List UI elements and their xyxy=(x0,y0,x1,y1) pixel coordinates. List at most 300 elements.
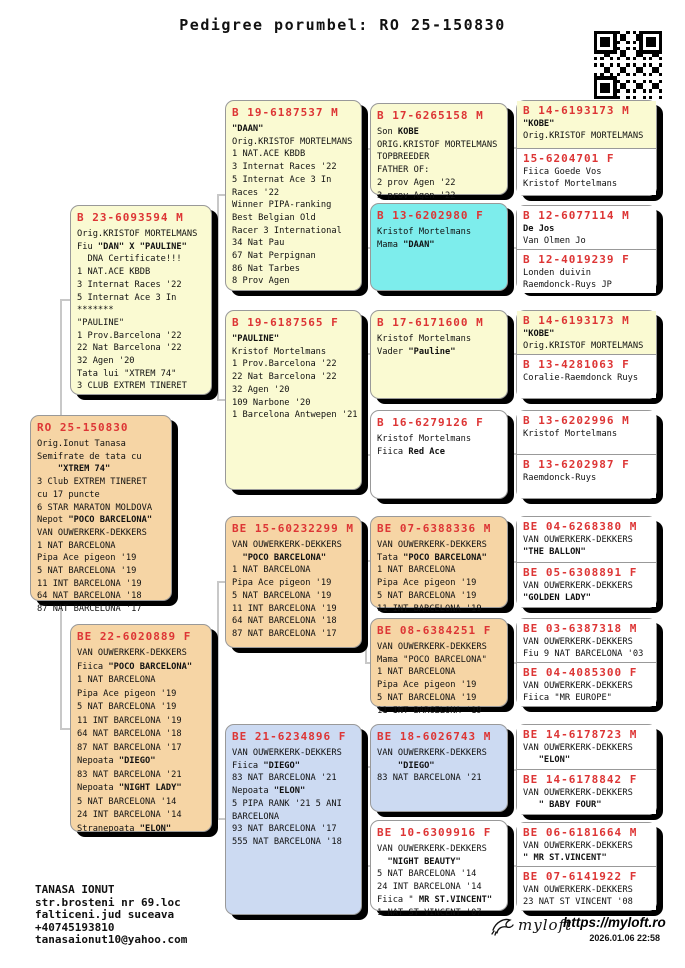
text-line xyxy=(523,580,653,592)
plain-text: 11 INT BARCELONA '19 xyxy=(232,603,337,614)
plain-text: 83 NAT BARCELONA '21 xyxy=(232,773,337,784)
pigeon-details xyxy=(232,333,358,422)
text-line xyxy=(377,641,504,654)
pigeon-box-grandfather-maternal xyxy=(225,516,362,648)
pigeon-pair-5 xyxy=(516,516,657,608)
pigeon-pair-7 xyxy=(516,724,657,815)
plain-text: Tata lui "XTREM 74" xyxy=(77,368,177,379)
plain-text: Kristof Mortelmans xyxy=(377,227,472,237)
text-line xyxy=(523,328,653,340)
text-line xyxy=(37,527,168,540)
plain-text: 5 NAT BARCELONA '19 xyxy=(232,590,332,601)
text-line xyxy=(77,342,208,355)
text-line xyxy=(377,333,504,346)
pigeon-box-p2b xyxy=(517,249,656,293)
pigeon-details xyxy=(77,228,208,393)
plain-text xyxy=(37,464,58,474)
text-line xyxy=(523,884,653,896)
pigeon-box-p8b xyxy=(517,866,656,910)
pigeon-details xyxy=(523,472,653,484)
plain-text: Fiica xyxy=(232,760,264,771)
pigeon-box-ggm-mfm xyxy=(370,618,508,716)
text-line xyxy=(523,534,653,546)
bold-text: "ELON" xyxy=(538,755,571,765)
plain-text: Londen duivin xyxy=(523,268,591,278)
text-line xyxy=(77,647,208,661)
plain-text: Orig.KRISTOF MORTELMANS xyxy=(232,136,353,147)
pigeon-box-p6b xyxy=(517,662,656,706)
plain-text: "PAULINE" xyxy=(77,317,125,328)
text-line xyxy=(37,489,168,502)
bold-text: "NIGHT BEAUTY" xyxy=(387,856,461,867)
bold-text: "DIEGO" xyxy=(118,756,156,766)
plain-text: 1 NAT BARCELONA xyxy=(77,675,156,685)
text-line xyxy=(232,772,358,785)
text-line xyxy=(37,603,168,616)
bold-text: De Jos xyxy=(523,224,555,234)
plain-text: 64 NAT BARCELONA '18 xyxy=(232,616,337,627)
text-line xyxy=(232,136,358,149)
pigeon-details xyxy=(523,580,653,604)
bold-text: "DAAN" xyxy=(403,239,435,250)
plain-text: 1 Barcelona Antwepen '21 xyxy=(232,410,358,421)
text-line xyxy=(77,755,208,769)
ring-number: B 17-6265158 M xyxy=(377,109,484,122)
text-line xyxy=(377,843,504,856)
plain-text: Races '22 xyxy=(232,187,280,198)
text-line xyxy=(523,267,653,279)
text-line xyxy=(37,590,168,603)
plain-text: FATHER OF: xyxy=(377,165,430,176)
plain-text: Pipa Ace pigeon '19 xyxy=(77,688,177,699)
pigeon-box-p5b xyxy=(517,562,656,608)
plain-text: 2 prov Agen '22 xyxy=(377,177,456,188)
plain-text: 22 Nat Barcelona '22 xyxy=(232,372,337,383)
plain-text: 23 NAT ST VINCENT '08 xyxy=(523,897,633,907)
plain-text: Pipa Ace pigeon '19 xyxy=(377,578,477,589)
text-line xyxy=(232,747,358,760)
text-line xyxy=(523,896,653,908)
plain-text: 3 Internat Races '22 xyxy=(77,279,182,290)
text-line xyxy=(77,253,208,266)
plain-text: 93 NAT BARCELONA '17 xyxy=(232,824,337,835)
text-line xyxy=(37,514,168,527)
plain-text: 3 Club EXTREM TINERET xyxy=(37,477,147,488)
ring-number: 15-6204701 F xyxy=(523,151,615,165)
plain-text: 3 prov Agen '22 xyxy=(377,190,456,201)
pigeon-box-ggf-mff xyxy=(370,516,508,614)
pigeon-box-p2a xyxy=(517,206,656,249)
pigeon-details xyxy=(523,328,653,352)
plain-text: Fiu xyxy=(77,241,98,252)
text-line xyxy=(232,615,358,628)
ring-number: B 23-6093594 M xyxy=(77,211,184,224)
text-line xyxy=(77,715,208,729)
plain-text: 3 CLUB EXTREM TINERET xyxy=(77,381,187,392)
plain-text: 3 Internat Races '22 xyxy=(232,162,337,173)
plain-text: Kristof Mortelmans xyxy=(523,178,618,189)
text-line xyxy=(523,692,653,704)
ring-number: BE 10-6309916 F xyxy=(377,826,492,839)
text-line xyxy=(232,148,358,161)
text-line xyxy=(232,785,358,798)
text-line xyxy=(77,292,208,305)
plain-text xyxy=(523,800,539,810)
pigeon-box-grandmother-paternal xyxy=(225,310,362,490)
text-line xyxy=(523,340,653,352)
plain-text: Pipa Ace pigeon '19 xyxy=(377,680,477,691)
plain-text: Fiica xyxy=(377,446,409,457)
text-line xyxy=(77,317,208,330)
plain-text: 22 Nat Barcelona '22 xyxy=(77,343,182,354)
text-line xyxy=(232,628,358,641)
plain-text: 1 NAT BARCELONA xyxy=(37,540,116,551)
pigeon-box-subject xyxy=(30,415,172,615)
plain-text: 1 NAT.ACE KBDB xyxy=(77,267,151,278)
text-line xyxy=(37,438,168,451)
text-line xyxy=(232,798,358,811)
pigeon-box-ggf-fff xyxy=(370,103,508,201)
plain-text: 87 NAT BARCELONA '17 xyxy=(37,604,142,615)
plain-text: ******* xyxy=(77,305,114,316)
text-line xyxy=(77,796,208,810)
bold-text: "POCO BARCELONA" xyxy=(403,552,487,563)
text-line xyxy=(377,747,504,760)
text-line xyxy=(77,782,208,796)
plain-text: 8 Prov Agen xyxy=(232,276,290,287)
plain-text: cu 17 puncte xyxy=(37,489,100,500)
bold-text: "KOBE" xyxy=(523,329,555,339)
connector-line xyxy=(60,599,62,729)
myloft-url: https://myloft.ro xyxy=(563,915,666,930)
text-line xyxy=(232,603,358,616)
text-line xyxy=(77,279,208,292)
pigeon-details xyxy=(523,787,653,811)
bold-text: "DIEGO" xyxy=(397,760,435,771)
bold-text: "KOBE" xyxy=(523,119,555,129)
plain-text: 32 Agen '20 xyxy=(232,384,290,395)
plain-text: Fiu 9 NAT BARCELONA '03 xyxy=(523,649,644,659)
text-line xyxy=(377,881,504,894)
plain-text: 34 Nat Pau xyxy=(232,238,285,249)
ring-number: B 12-6077114 M xyxy=(523,209,630,222)
ring-number: B 16-6279126 F xyxy=(377,416,484,429)
text-line xyxy=(232,250,358,263)
plain-text: str.brosteni nr 69.loc xyxy=(35,895,181,909)
connector-line xyxy=(217,195,219,401)
text-line xyxy=(377,346,504,359)
text-line xyxy=(77,742,208,756)
pigeon-pair-3 xyxy=(516,310,657,399)
pigeon-details xyxy=(523,267,653,291)
plain-text: 83 NAT BARCELONA '21 xyxy=(377,773,482,784)
plain-text: 64 NAT BARCELONA '18 xyxy=(77,729,182,739)
plain-text: VAN OUWERKERK-DEKKERS xyxy=(523,743,633,753)
ring-number: B 13-4281063 F xyxy=(523,358,630,371)
ring-number: B 13-6202996 M xyxy=(523,414,630,427)
pigeon-box-ggm-fmm xyxy=(370,410,508,499)
pigeon-details xyxy=(523,118,653,142)
connector-line xyxy=(365,561,367,664)
text-line xyxy=(523,472,653,484)
plain-text: 83 NAT BARCELONA '21 xyxy=(77,769,182,780)
ring-number: B 19-6187565 F xyxy=(232,316,339,329)
text-line xyxy=(77,809,208,823)
ring-number: BE 22-6020889 F xyxy=(77,630,192,643)
page-title: Pedigree porumbel: RO 25-150830 xyxy=(179,16,506,34)
text-line xyxy=(377,856,504,869)
plain-text: Fiica " xyxy=(377,894,419,905)
pigeon-details xyxy=(523,636,653,660)
plain-text: Pipa Ace pigeon '19 xyxy=(232,578,332,589)
text-line xyxy=(232,225,358,238)
plain-text: Son xyxy=(377,127,398,137)
text-line xyxy=(77,355,208,368)
text-line xyxy=(232,346,358,359)
pigeon-box-p4a xyxy=(517,411,656,454)
connector-line xyxy=(365,354,367,456)
pigeon-box-ggf-mmf xyxy=(370,724,508,812)
plain-text: 1 NAT ST VINCENT '07 xyxy=(377,907,482,918)
text-line xyxy=(377,446,504,459)
plain-text: VAN OUWERKERK-DEKKERS xyxy=(377,748,487,758)
pigeon-details xyxy=(377,433,504,458)
plain-text: Racer 3 International xyxy=(232,225,342,236)
pigeon-pair-8 xyxy=(516,822,657,911)
text-line xyxy=(232,187,358,200)
ring-number: B 13-6202987 F xyxy=(523,458,630,471)
plain-text: DNA Certificate!!! xyxy=(77,254,182,265)
plain-text: 1 NAT.ACE KBDB xyxy=(232,149,306,160)
text-line xyxy=(232,384,358,397)
pigeon-details xyxy=(523,428,653,440)
plain-text: Semifrate de tata cu xyxy=(37,451,142,462)
text-line xyxy=(377,164,504,177)
text-line xyxy=(377,705,504,718)
text-line xyxy=(37,565,168,578)
plain-text: Fiica xyxy=(77,661,109,672)
pigeon-box-p3a xyxy=(517,311,656,354)
bold-text: " BABY FOUR" xyxy=(538,800,602,810)
text-line xyxy=(77,674,208,688)
text-line xyxy=(377,239,504,252)
text-line xyxy=(377,564,504,577)
pigeon-box-p7b xyxy=(517,769,656,814)
text-line xyxy=(232,564,358,577)
owner-contact-block xyxy=(35,884,187,947)
text-line xyxy=(232,199,358,212)
text-line xyxy=(77,241,208,254)
bold-text: "Pauline" xyxy=(408,346,456,357)
plain-text: VAN OUWERKERK-DEKKERS xyxy=(523,681,633,691)
text-line xyxy=(377,433,504,446)
qr-code xyxy=(594,31,662,99)
pigeon-details xyxy=(77,647,208,836)
ring-number: B 12-4019239 F xyxy=(523,253,630,266)
pigeon-box-p4b xyxy=(517,454,656,498)
pigeon-box-grandmother-maternal xyxy=(225,724,362,915)
bold-text: "POCO BARCELONA" xyxy=(108,661,193,672)
text-line xyxy=(232,237,358,250)
text-line xyxy=(523,118,653,130)
bold-text: Red Ace xyxy=(408,446,446,457)
text-line xyxy=(37,463,168,476)
text-line xyxy=(77,769,208,783)
text-line xyxy=(377,679,504,692)
plain-text xyxy=(232,553,242,563)
plain-text: 5 NAT BARCELONA '14 xyxy=(377,869,477,880)
plain-text: TANASA IONUT xyxy=(35,883,115,896)
text-line xyxy=(37,540,168,553)
text-line xyxy=(232,358,358,371)
text-line xyxy=(232,397,358,410)
text-line xyxy=(77,823,208,837)
plain-text: Vader xyxy=(377,346,409,357)
text-line xyxy=(377,190,504,203)
text-line xyxy=(523,787,653,799)
plain-text: 555 NAT BARCELONA '18 xyxy=(232,836,342,847)
text-line xyxy=(523,546,653,558)
plain-text xyxy=(377,761,398,771)
text-line xyxy=(77,368,208,381)
text-line xyxy=(377,126,504,139)
connector-line xyxy=(365,767,367,867)
plain-text: VAN OUWERKERK-DEKKERS xyxy=(523,788,633,798)
pigeon-pair-4 xyxy=(516,410,657,499)
text-line xyxy=(77,266,208,279)
plain-text: Mama xyxy=(377,239,404,250)
pigeon-box-p7a xyxy=(517,725,656,769)
ring-number: BE 15-60232299 M xyxy=(232,522,354,535)
pigeon-details xyxy=(523,884,653,908)
plain-text: VAN OUWERKERK-DEKKERS xyxy=(232,748,342,758)
plain-text: VAN OUWERKERK-DEKKERS xyxy=(37,527,147,538)
text-line xyxy=(37,502,168,515)
plain-text: Orig.Ionut Tanasa xyxy=(37,439,126,449)
plain-text: Kristof Mortelmans xyxy=(232,346,327,357)
text-line xyxy=(232,552,358,565)
pigeon-details xyxy=(377,843,504,919)
text-line xyxy=(377,760,504,773)
plain-text: 109 Narbone '20 xyxy=(232,397,311,408)
plain-text: Tata xyxy=(377,552,404,563)
bold-text: "POCO BARCELONA" xyxy=(242,552,327,563)
text-line xyxy=(35,934,187,947)
text-line xyxy=(37,578,168,591)
text-line xyxy=(232,212,358,225)
ring-number: BE 08-6384251 F xyxy=(377,624,492,637)
pigeon-details xyxy=(232,123,358,288)
plain-text: 1 NAT BARCELONA xyxy=(232,565,311,576)
ring-number: BE 14-6178723 M xyxy=(523,728,638,741)
pigeon-box-p6a xyxy=(517,619,656,662)
bold-text: "DAAN" xyxy=(232,124,264,134)
pigeon-box-mother xyxy=(70,624,212,832)
plain-text: VAN OUWERKERK-DEKKERS xyxy=(523,637,633,647)
bold-text: "XTREM 74" xyxy=(57,464,111,475)
text-line xyxy=(523,636,653,648)
plain-text: VAN OUWERKERK-DEKKERS xyxy=(77,648,187,658)
pigeon-details xyxy=(523,534,653,558)
pigeon-box-ggf-fmf xyxy=(370,310,508,399)
text-line xyxy=(377,177,504,190)
plain-text: 1 Prov.Barcelona '22 xyxy=(232,359,337,370)
plain-text: Nepoata xyxy=(232,786,274,797)
text-line xyxy=(232,760,358,773)
plain-text: 5 NAT BARCELONA '14 xyxy=(77,796,177,807)
plain-text xyxy=(377,857,387,867)
plain-text: 64 NAT BARCELONA '18 xyxy=(37,591,142,602)
text-line xyxy=(232,161,358,174)
pigeon-details xyxy=(377,641,504,717)
plain-text: 5 NAT BARCELONA '19 xyxy=(377,692,477,703)
plain-text: Orig.KRISTOF MORTELMANS xyxy=(523,131,644,141)
text-line xyxy=(523,754,653,766)
pigeon-details xyxy=(377,333,504,358)
ring-number: B 19-6187537 M xyxy=(232,106,339,119)
text-line xyxy=(232,836,358,849)
plain-text: Orig.KRISTOF MORTELMANS xyxy=(523,341,644,351)
qr-module xyxy=(659,96,662,99)
ring-number: B 14-6193173 M xyxy=(523,314,630,327)
plain-text: 1 Prov.Barcelona '22 xyxy=(77,330,182,341)
bold-text: "DAN" X "PAULINE" xyxy=(97,241,187,252)
plain-text: VAN OUWERKERK-DEKKERS xyxy=(232,540,342,550)
text-line xyxy=(232,409,358,422)
plain-text xyxy=(523,755,539,765)
ring-number: BE 21-6234896 F xyxy=(232,730,347,743)
plain-text: Raemdonck-Ruys xyxy=(523,473,597,483)
pigeon-details xyxy=(523,372,653,384)
plain-text: 67 Nat Perpignan xyxy=(232,251,316,262)
connector-line xyxy=(60,299,62,416)
bold-text: "ELON" xyxy=(273,786,306,797)
pigeon-box-p3b xyxy=(517,354,656,398)
pigeon-details xyxy=(377,126,504,202)
pigeon-pair-6 xyxy=(516,618,657,707)
pigeon-details xyxy=(523,223,653,247)
pigeon-details xyxy=(232,539,358,641)
ring-number: BE 07-6141922 F xyxy=(523,870,638,883)
plain-text: 11 INT BARCELONA '19 xyxy=(77,715,182,726)
text-line xyxy=(77,330,208,343)
pigeon-details xyxy=(523,166,653,190)
text-line xyxy=(523,130,653,142)
text-line xyxy=(232,123,358,136)
plain-text: TOPBREEDER xyxy=(377,152,430,163)
text-line xyxy=(377,151,504,164)
plain-text: VAN OUWERKERK-DEKKERS xyxy=(523,841,633,851)
text-line xyxy=(377,772,504,785)
text-line xyxy=(37,451,168,464)
text-line xyxy=(523,648,653,660)
pigeon-box-ggm-mmm xyxy=(370,820,508,918)
pigeon-box-grandfather-paternal xyxy=(225,100,362,291)
bold-text: "PAULINE" xyxy=(232,334,280,344)
plain-text: 1 NAT BARCELONA xyxy=(377,565,456,576)
text-line xyxy=(377,603,504,616)
text-line xyxy=(523,799,653,811)
pigeon-pair-2 xyxy=(516,205,657,291)
text-line xyxy=(523,840,653,852)
plain-text: Fiica "MR EUROPE" xyxy=(523,693,612,703)
plain-text: Stranepoata xyxy=(77,823,140,834)
plain-text: Coralie-Raemdonck Ruys xyxy=(523,373,639,383)
plain-text: 87 NAT BARCELONA '17 xyxy=(232,628,337,639)
text-line xyxy=(77,380,208,393)
plain-text: 6 STAR MARATON MOLDOVA xyxy=(37,502,153,513)
print-timestamp: 2026.01.06 22:58 xyxy=(589,933,660,943)
